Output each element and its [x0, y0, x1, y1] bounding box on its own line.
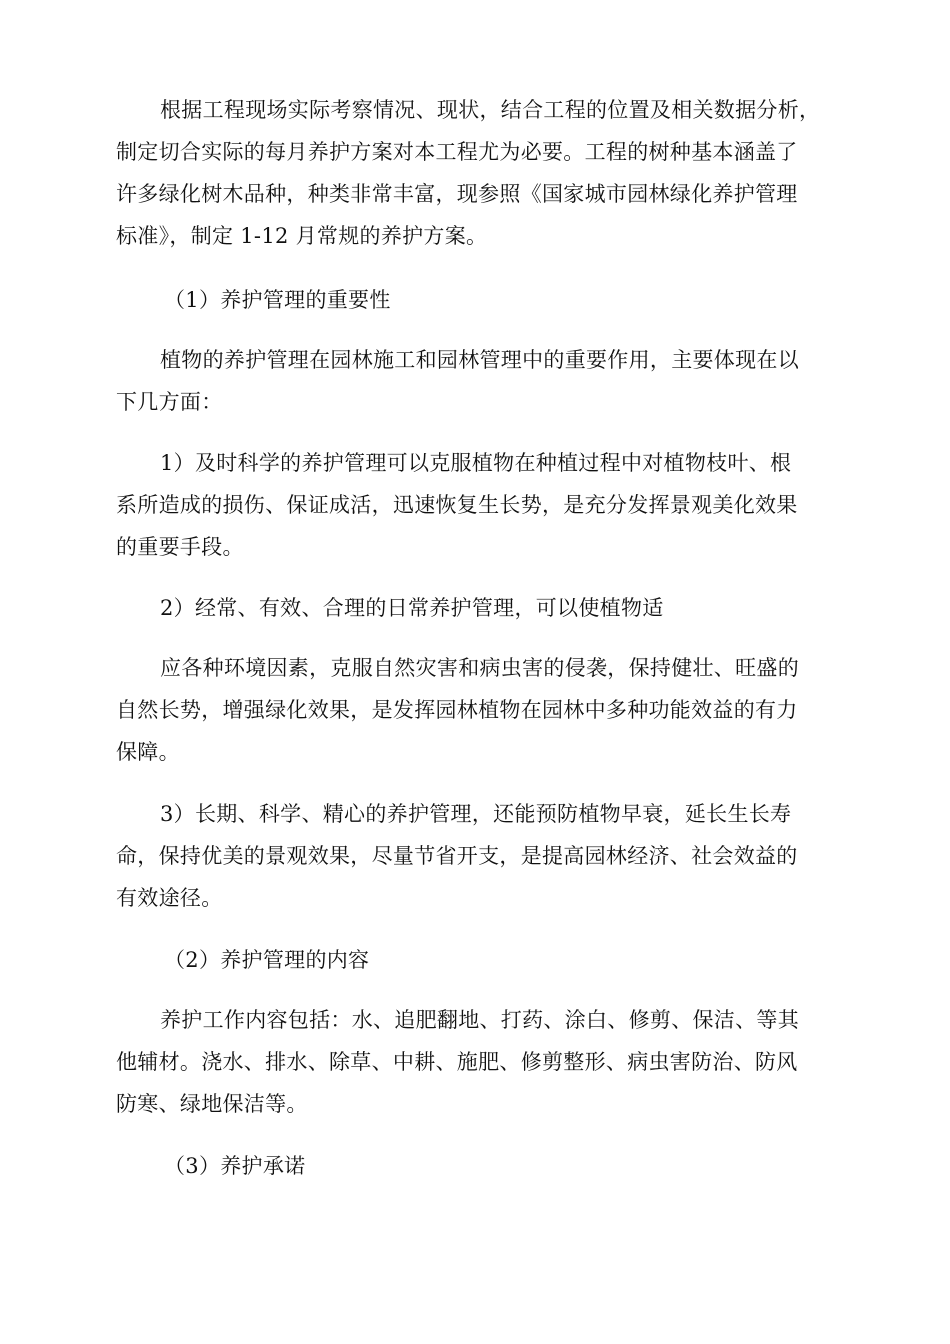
paragraph-line: 植物的养护管理在园林施工和园林管理中的重要作用，主要体现在以: [160, 348, 799, 372]
paragraph-point-3: [116, 793, 836, 919]
paragraph-point-2-continued: [116, 647, 836, 773]
paragraph-line: 制定切合实际的每月养护方案对本工程尤为必要。工程的树种基本涵盖了: [116, 140, 798, 164]
paragraph-point-2: [116, 587, 836, 629]
section-heading: （2）养护管理的内容: [164, 948, 370, 972]
paragraph-line: 3）长期、科学、精心的养护管理，还能预防植物早衰，延长生长寿: [160, 802, 792, 826]
section-heading-importance: [116, 279, 836, 321]
paragraph-line: 标准》，制定 1-12 月常规的养护方案。: [116, 224, 488, 248]
paragraph-line: 防寒、绿地保洁等。: [116, 1092, 308, 1116]
paragraph-line: 自然长势，增强绿化效果，是发挥园林植物在园林中多种功能效益的有力: [116, 698, 798, 722]
paragraph-content: [116, 999, 836, 1125]
paragraph-line: 有效途径。: [116, 886, 223, 910]
paragraph-line: 的重要手段。: [116, 535, 244, 559]
section-heading-commitment: [116, 1145, 836, 1187]
paragraph-line: 保障。: [116, 740, 180, 764]
paragraph-line: 许多绿化树木品种，种类非常丰富，现参照《国家城市园林绿化养护管理: [116, 182, 798, 206]
paragraph-line: 他辅材。浇水、排水、除草、中耕、施肥、修剪整形、病虫害防治、防风: [116, 1050, 798, 1074]
paragraph-point-1: [116, 442, 836, 568]
paragraph-intro: [116, 89, 836, 257]
paragraph-line: 根据工程现场实际考察情况、现状，结合工程的位置及相关数据分析，: [160, 98, 821, 122]
paragraph-line: 命，保持优美的景观效果，尽量节省开支，是提高园林经济、社会效益的: [116, 844, 798, 868]
paragraph-line: 1）及时科学的养护管理可以克服植物在种植过程中对植物枝叶、根: [160, 451, 792, 475]
paragraph-importance-intro: [116, 339, 836, 423]
section-heading: （1）养护管理的重要性: [164, 288, 391, 312]
paragraph-line: 下几方面：: [116, 390, 223, 414]
paragraph-line: 系所造成的损伤、保证成活，迅速恢复生长势，是充分发挥景观美化效果: [116, 493, 798, 517]
paragraph-line: 养护工作内容包括：水、追肥翻地、打药、涂白、修剪、保洁、等其: [160, 1008, 799, 1032]
paragraph-line: 应各种环境因素，克服自然灾害和病虫害的侵袭，保持健壮、旺盛的: [160, 656, 799, 680]
paragraph-line: 2）经常、有效、合理的日常养护管理，可以使植物适: [160, 596, 664, 620]
section-heading-content: [116, 939, 836, 981]
section-heading: （3）养护承诺: [164, 1154, 306, 1178]
